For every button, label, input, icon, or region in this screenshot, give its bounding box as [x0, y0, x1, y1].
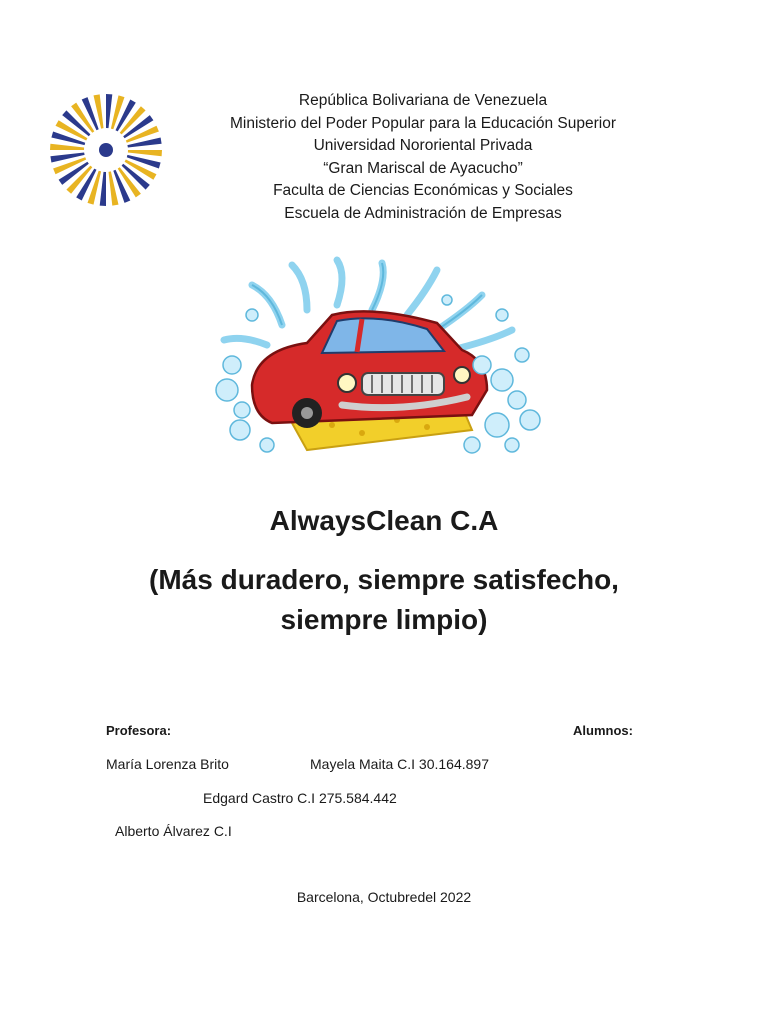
professor-name: María Lorenza Brito: [106, 756, 229, 772]
header-line-ministry: Ministerio del Poder Popular para la Educación Superior: [230, 114, 616, 132]
header-line-country: República Bolivariana de Venezuela: [298, 92, 548, 109]
university-seal-icon: [46, 90, 166, 210]
header-line-faculty: Faculta de Ciencias Económicas y Sociales: [273, 182, 573, 199]
car-wash-illustration: [212, 255, 552, 460]
students-label: Alumnos:: [573, 723, 633, 738]
institution-header: [180, 90, 666, 225]
student-2: Edgard Castro C.I 275.584.442: [203, 790, 397, 806]
subtitle-line-2: siempre limpio): [280, 604, 488, 635]
header-line-university-name: “Gran Mariscal de Ayacucho”: [323, 159, 523, 177]
header-line-school: Escuela de Administración de Empresas: [284, 204, 562, 222]
subtitle-line-1: (Más duradero, siempre satisfecho,: [149, 564, 619, 595]
place-date: Barcelona, Octubredel 2022: [296, 889, 472, 905]
professor-label: Profesora:: [106, 723, 172, 738]
header-line-university: Universidad Nororiental Privada: [313, 137, 533, 154]
student-1: Mayela Maita C.I 30.164.897: [310, 756, 489, 772]
document-subtitle: [100, 560, 668, 640]
student-3: Alberto Álvarez C.I: [115, 823, 232, 839]
document-title: AlwaysClean C.A: [269, 505, 499, 536]
